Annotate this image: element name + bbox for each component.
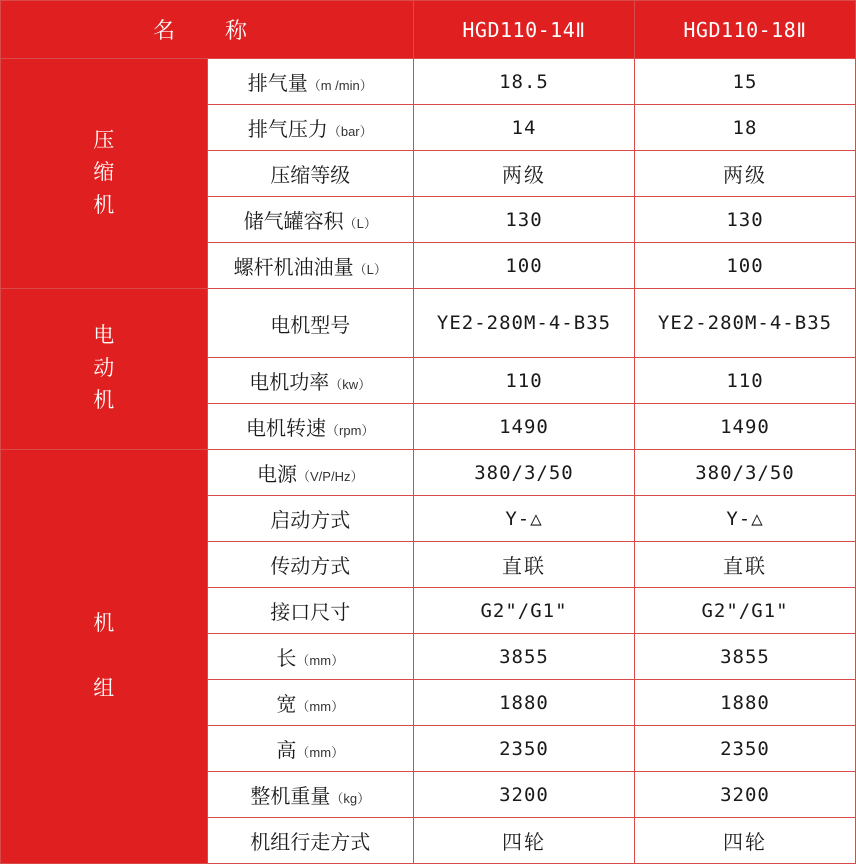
param-label [207,197,414,243]
group-label-compressor [1,59,208,289]
param-name: 电机型号 [270,314,351,337]
param-name: 排气量 [247,73,308,95]
param-name: 排气压力 [247,119,328,141]
group-char: 组 [93,676,115,700]
param-unit: （m /min） [307,78,373,93]
group-char: 缩 [93,161,115,185]
param-name: 长 [276,648,297,670]
param-value: 3855 [635,634,856,680]
param-value: 100 [635,243,856,289]
table-body [1,59,856,864]
param-value: 2350 [635,726,856,772]
param-label [207,542,414,588]
param-name: 电源 [257,464,298,486]
param-value: 两级 [635,151,856,197]
param-value: 110 [414,358,635,404]
param-value: 1880 [414,680,635,726]
param-unit: （V/P/Hz） [297,469,364,484]
param-label [207,289,414,358]
param-value: G2"/G1" [414,588,635,634]
param-value: 380/3/50 [635,450,856,496]
param-label [207,772,414,818]
table-row [1,289,856,358]
param-name: 启动方式 [270,510,351,532]
header-model-1: HGD110-14Ⅱ [414,1,635,59]
header-name-cell: 名 称 [1,1,414,59]
param-value: 2350 [414,726,635,772]
param-value: 1490 [414,404,635,450]
param-label [207,496,414,542]
param-name: 宽 [276,694,297,716]
param-label [207,358,414,404]
param-name: 压缩等级 [270,165,351,187]
param-unit: （bar） [327,124,373,139]
param-value: 100 [414,243,635,289]
param-value: YE2-280M-4-B35 [414,289,635,358]
group-char-spacer [1,640,207,673]
group-char: 机 [93,611,115,635]
group-char: 电 [93,324,115,348]
param-value: 130 [414,197,635,243]
param-value: 1880 [635,680,856,726]
param-value: Y-△ [414,496,635,542]
param-unit: （rpm） [326,423,375,438]
param-label [207,105,414,151]
param-unit: （L） [343,216,377,231]
param-name: 电机转速 [246,418,327,440]
param-label [207,726,414,772]
group-char: 机 [93,389,115,413]
param-value: 四轮 [635,818,856,864]
param-value: 两级 [414,151,635,197]
param-unit: （mm） [296,653,345,668]
param-unit: （L） [353,262,387,277]
param-name: 电机功率 [249,372,330,394]
param-label [207,59,414,105]
param-value: 18 [635,105,856,151]
table-header-row [1,1,856,59]
group-char: 机 [93,193,115,217]
param-value: 直联 [635,542,856,588]
param-value: 1490 [635,404,856,450]
param-label [207,450,414,496]
param-value: 380/3/50 [414,450,635,496]
table-header [1,1,856,59]
param-value: Y-△ [635,496,856,542]
table-row [1,59,856,105]
param-value: 3200 [635,772,856,818]
param-unit: （mm） [296,745,345,760]
param-value: 18.5 [414,59,635,105]
param-unit: （mm） [296,699,345,714]
param-value: 直联 [414,542,635,588]
param-label [207,818,414,864]
group-label-unit [1,450,208,864]
param-unit: （kg） [330,791,371,806]
param-name: 螺杆机油油量 [233,257,354,279]
table-row [1,450,856,496]
param-value: G2"/G1" [635,588,856,634]
group-label-motor [1,289,208,450]
param-value: 3200 [414,772,635,818]
param-value: 130 [635,197,856,243]
param-value: 四轮 [414,818,635,864]
param-name: 机组行走方式 [250,832,371,854]
group-char: 动 [93,356,115,380]
param-label [207,243,414,289]
param-unit: （kw） [329,377,372,392]
param-name: 整机重量 [250,786,331,808]
header-model-2: HGD110-18Ⅱ [635,1,856,59]
param-name: 储气罐容积 [243,211,344,233]
group-char: 压 [93,128,115,152]
param-value: 14 [414,105,635,151]
param-value: 110 [635,358,856,404]
param-label [207,404,414,450]
param-label [207,588,414,634]
param-name: 接口尺寸 [270,602,351,624]
param-name: 传动方式 [270,556,351,578]
param-name: 高 [276,740,297,762]
param-value: 15 [635,59,856,105]
param-value: 3855 [414,634,635,680]
param-label [207,634,414,680]
param-value: YE2-280M-4-B35 [635,289,856,358]
param-label [207,151,414,197]
param-label [207,680,414,726]
